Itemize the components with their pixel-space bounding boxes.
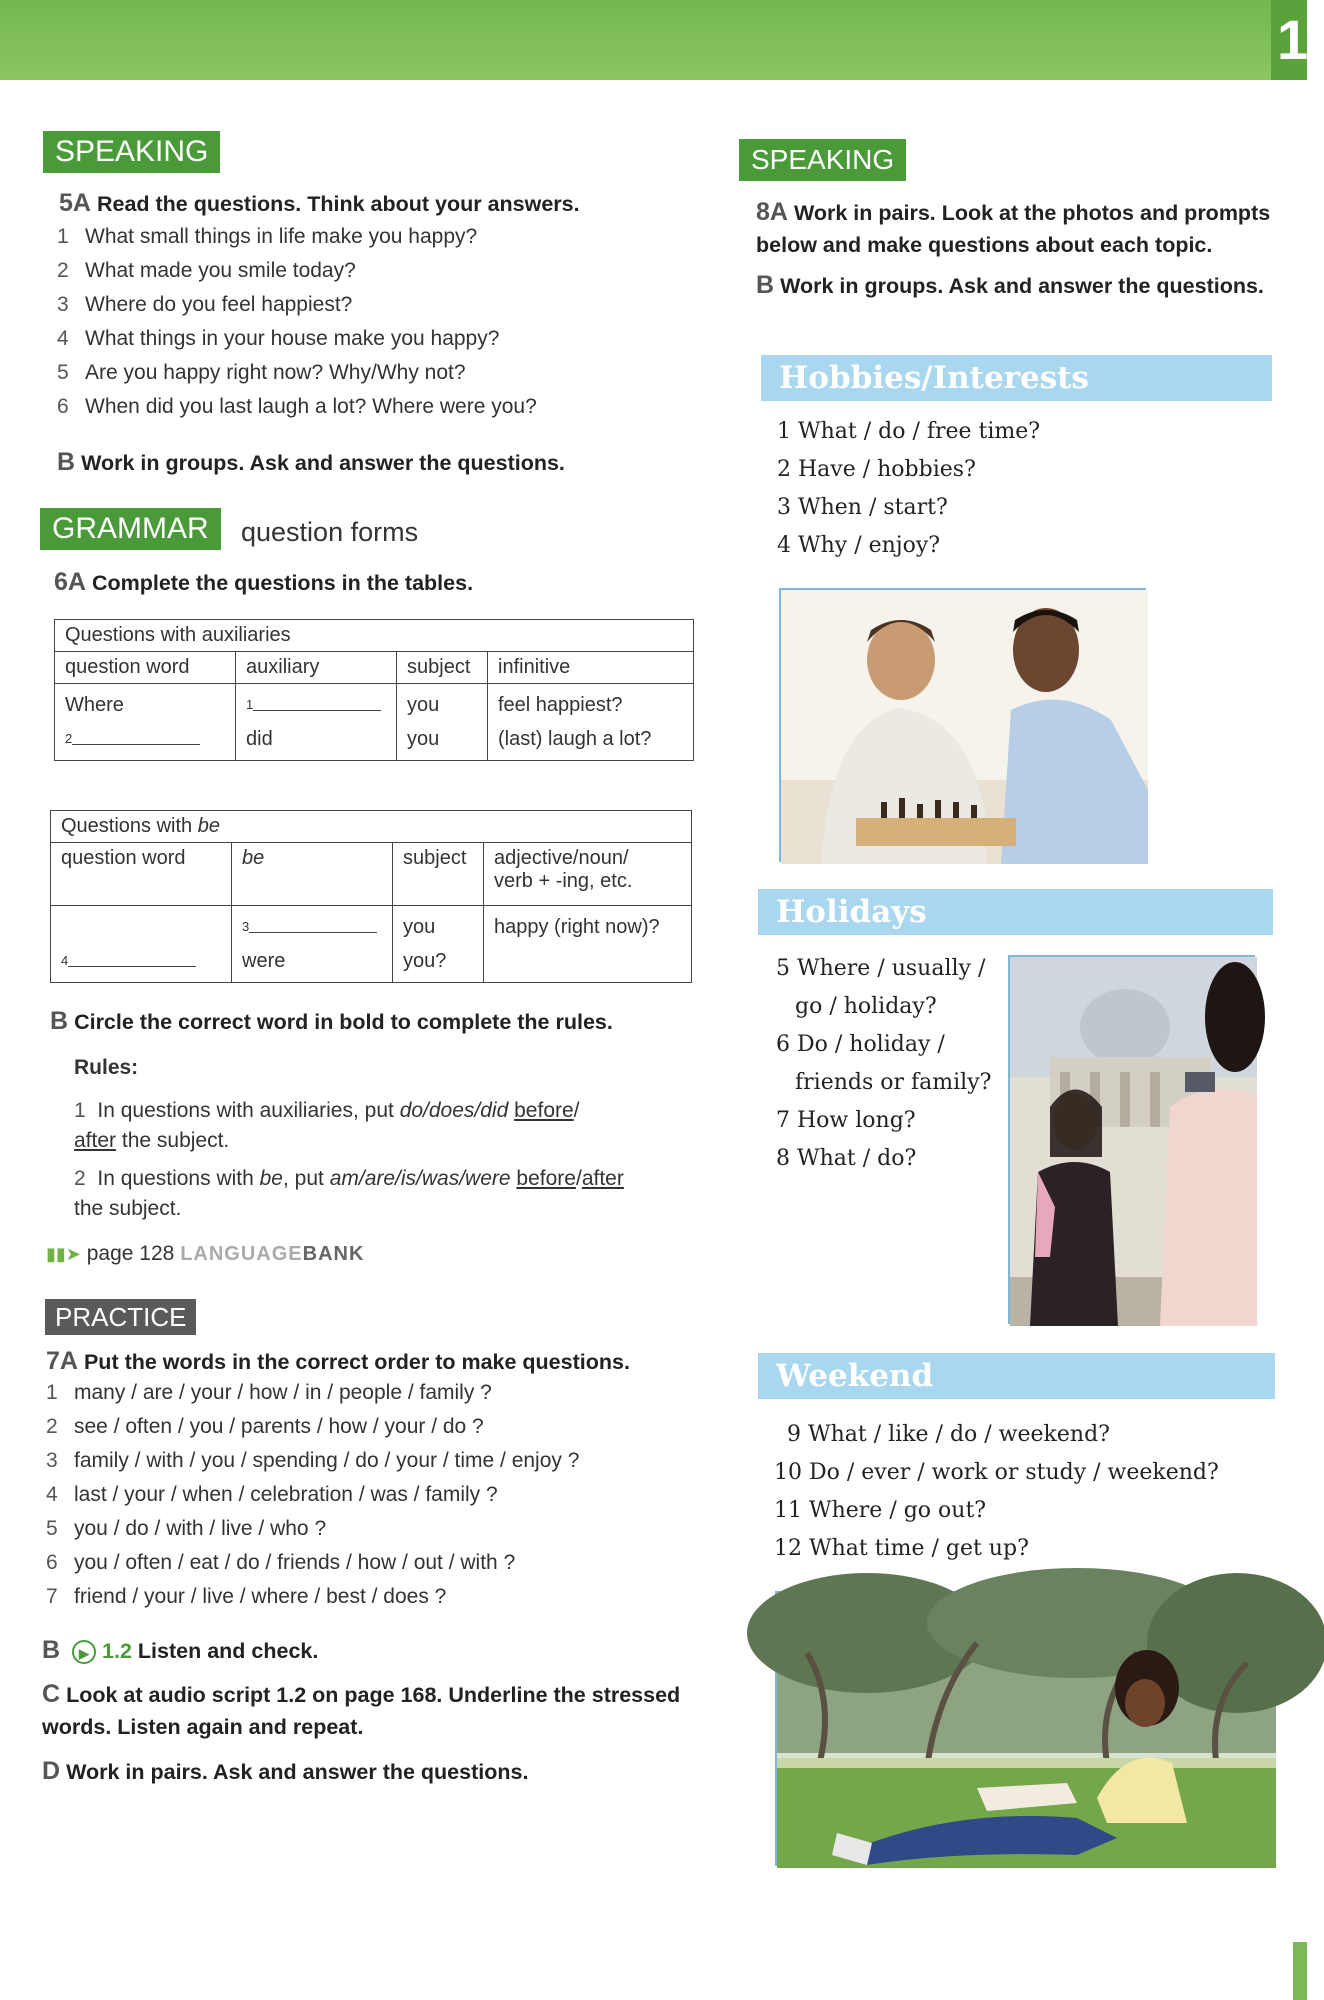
list-item: 5 you / do / with / live / who ?	[46, 1517, 327, 1540]
weekend-heading: Weekend	[758, 1353, 1275, 1399]
exercise-number: B	[42, 1636, 61, 1664]
table-header-row: question word be subject adjective/noun/ verb + -ing, etc.	[51, 843, 692, 906]
auxiliaries-table	[54, 619, 694, 761]
exercise-5a	[59, 189, 580, 218]
exercise-number: B	[756, 271, 775, 299]
option-before[interactable]: before	[516, 1167, 576, 1190]
prompt-item: friends or family?	[795, 1070, 992, 1095]
option-before[interactable]: before	[514, 1099, 574, 1122]
language-bank-link[interactable]: ▮▮➤ page 128 LANGUAGEBANK	[46, 1242, 365, 1265]
exercise-instruction: Read the questions. Think about your answers.	[96, 192, 580, 216]
list-item: 1 many / are / your / how / in / people / family ?	[46, 1381, 492, 1404]
exercise-instruction: Complete the questions in the tables.	[91, 571, 474, 595]
exercise-number: B	[57, 448, 76, 476]
exercise-instruction: Work in pairs. Ask and answer the questions.	[66, 1760, 529, 1784]
exercise-7d	[42, 1757, 528, 1786]
exercise-number: B	[50, 1007, 69, 1035]
answer-blank[interactable]	[68, 966, 196, 967]
holiday-photo	[1008, 955, 1255, 1324]
exercise-instruction: Work in groups. Ask and answer the questions.	[81, 451, 565, 475]
exercise-number: C	[42, 1680, 61, 1708]
exercise-8b	[756, 271, 1264, 300]
exercise-7b	[42, 1636, 318, 1665]
hobbies-heading: Hobbies/Interests	[761, 355, 1272, 401]
prompt-item: 5 Where / usually /	[776, 956, 986, 981]
exercise-number: 7A	[46, 1347, 78, 1375]
exercise-5b	[57, 448, 565, 477]
prompt-item: 7 How long?	[776, 1108, 916, 1133]
list-item: 7 friend / your / live / where / best / does ?	[46, 1585, 447, 1608]
prompt-item: go / holiday?	[795, 994, 937, 1019]
option-after[interactable]: after	[581, 1167, 624, 1190]
speaking-label-right: SPEAKING	[739, 139, 906, 181]
list-item: 6 you / often / eat / do / friends / how / out / with ?	[46, 1551, 516, 1574]
exercise-instruction: Work in groups. Ask and answer the questions.	[780, 274, 1264, 298]
prompt-item: 9 What / like / do / weekend?	[787, 1422, 1110, 1447]
prompt-item: 12 What time / get up?	[774, 1536, 1029, 1561]
audio-track: 1.2	[102, 1639, 132, 1663]
exercise-number: 6A	[54, 568, 86, 596]
answer-blank[interactable]	[249, 932, 377, 933]
list-item: 3 Where do you feel happiest?	[57, 293, 353, 316]
exercise-number: 8A	[756, 198, 788, 226]
table-title: Questions with be	[51, 811, 692, 843]
prompt-item: 6 Do / holiday /	[776, 1032, 945, 1057]
exercise-instruction: Circle the correct word in bold to complete the rules.	[74, 1010, 613, 1034]
exercise-6a	[54, 568, 473, 597]
exercise-number: D	[42, 1757, 61, 1785]
list-item: 5 Are you happy right now? Why/Why not?	[57, 361, 466, 384]
exercise-number: 5A	[59, 189, 91, 217]
exercise-8a: 8A Work in pairs. Look at the photos and prompts below and make questions about each topic.	[756, 198, 1271, 257]
prompt-item: 3 When / start?	[777, 495, 948, 520]
list-item: 6 When did you last laugh a lot? Where were you?	[57, 395, 537, 418]
prompt-item: 11 Where / go out?	[774, 1498, 987, 1523]
rule-1: 1 In questions with auxiliaries, put do/does/did before/ after the subject.	[74, 1099, 580, 1152]
list-item: 4 last / your / when / celebration / was / family ?	[46, 1483, 498, 1506]
grammar-topic: question forms	[241, 517, 419, 547]
header-bar	[0, 0, 1307, 80]
arrow-icon: ▮▮➤	[46, 1244, 81, 1264]
exercise-6b	[50, 1007, 613, 1036]
grammar-label: GRAMMAR	[40, 508, 221, 550]
park-photo	[775, 1591, 1274, 1866]
be-table	[50, 810, 692, 983]
rule-2: 2 In questions with be, put am/are/is/was/were before/after the subject.	[74, 1167, 624, 1220]
prompt-item: 1 What / do / free time?	[777, 419, 1041, 444]
chess-photo	[779, 588, 1146, 862]
exercise-7c: C Look at audio script 1.2 on page 168. Underline the stressed words. Listen again and repeat.	[42, 1680, 681, 1739]
list-item: 2 see / often / you / parents / how / your / do ?	[46, 1415, 484, 1438]
table-header-row: question word auxiliary subject infinitive	[55, 652, 694, 684]
prompt-item: 2 Have / hobbies?	[777, 457, 976, 482]
table-row: $^4$ $^3$ were you you? happy (right now)?	[51, 906, 692, 983]
table-row: Where $^2$ $^1$ did you you feel happiest? (last) laugh a lot?	[55, 684, 694, 761]
answer-blank[interactable]	[72, 744, 200, 745]
practice-label: PRACTICE	[45, 1299, 196, 1335]
holidays-heading: Holidays	[758, 889, 1273, 935]
unit-number: 1.	[1271, 0, 1307, 80]
exercise-instruction: Put the words in the correct order to make questions.	[83, 1350, 630, 1374]
prompt-item: 4 Why / enjoy?	[777, 533, 941, 558]
play-audio-icon[interactable]: ▶	[72, 1640, 96, 1664]
exercise-7a	[46, 1347, 630, 1376]
table-title: Questions with auxiliaries	[55, 620, 694, 652]
answer-blank[interactable]	[253, 710, 381, 711]
list-item: 1 What small things in life make you happy?	[57, 225, 478, 248]
list-item: 3 family / with / you / spending / do / your / time / enjoy ?	[46, 1449, 580, 1472]
rules-label: Rules:	[74, 1056, 139, 1079]
option-after[interactable]: after	[74, 1129, 117, 1152]
prompt-item: 10 Do / ever / work or study / weekend?	[774, 1460, 1219, 1485]
speaking-label: SPEAKING	[43, 131, 220, 173]
page-edge-marker	[1293, 1942, 1307, 2000]
list-item: 4 What things in your house make you happy?	[57, 327, 500, 350]
prompt-item: 8 What / do?	[776, 1146, 917, 1171]
exercise-instruction: Listen and check.	[137, 1639, 319, 1663]
list-item: 2 What made you smile today?	[57, 259, 356, 282]
